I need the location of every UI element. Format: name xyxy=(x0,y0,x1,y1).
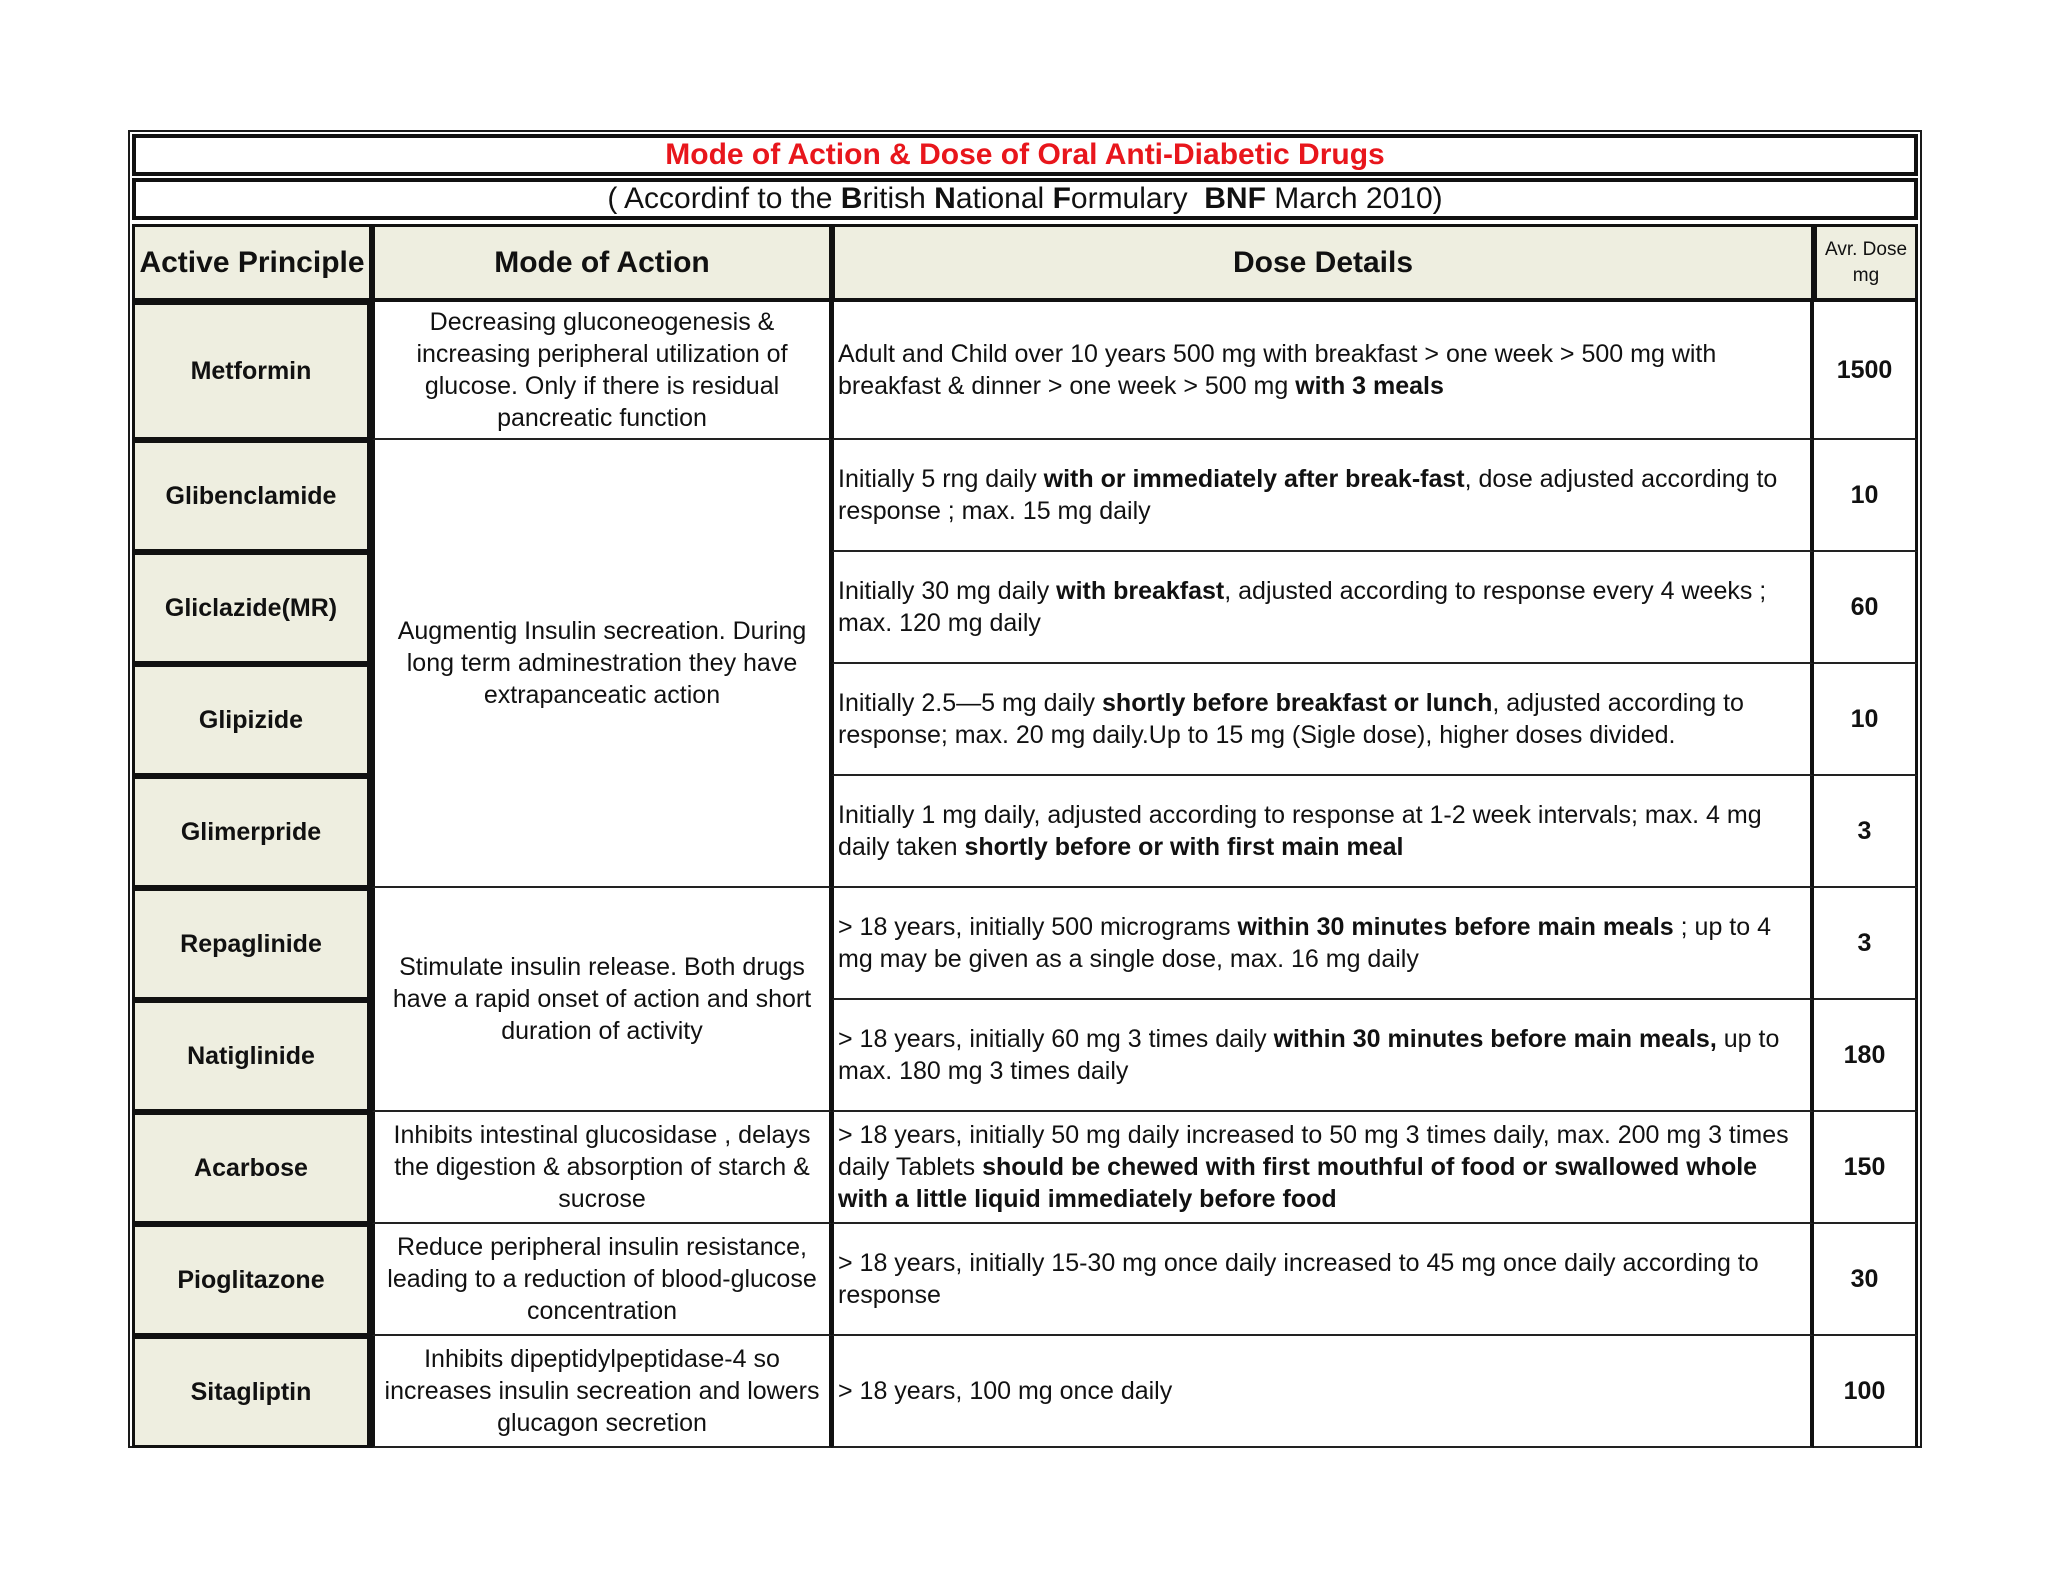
subtitle-bold: BNF xyxy=(1204,182,1266,215)
dose-text: Initially 2.5—5 mg daily xyxy=(838,689,1103,717)
header-dose-details: Dose Details xyxy=(832,224,1814,302)
table-row xyxy=(132,440,1918,552)
dose-text: up to max. 180 mg 3 times daily xyxy=(838,1025,1780,1085)
dose-text: , adjusted according to response every 4 weeks ; max. 120 mg daily xyxy=(838,577,1767,637)
header-avr-dose: Avr. Dose mg xyxy=(1814,224,1918,302)
avr-dose: 3 xyxy=(1814,776,1918,888)
dose-emphasis: with 3 meals xyxy=(1295,372,1444,400)
avr-dose: 150 xyxy=(1814,1112,1918,1224)
dose-emphasis: shortly before breakfast or lunch xyxy=(1102,689,1493,717)
mode-of-action: Reduce peripheral insulin resistance, leading to a reduction of blood-glucose concentration xyxy=(372,1224,832,1336)
avr-dose: 100 xyxy=(1814,1336,1918,1448)
avr-dose: 1500 xyxy=(1814,302,1918,440)
dose-details xyxy=(832,1112,1814,1224)
dose-text: Initially 1 mg daily, adjusted according to response at 1-2 week intervals; max. 4 mg daily taken xyxy=(838,801,1762,861)
header-active-principle: Active Principle xyxy=(132,224,372,302)
subtitle-text: March 2010) xyxy=(1265,182,1443,215)
table-row xyxy=(132,888,1918,1000)
header-mode-of-action: Mode of Action xyxy=(372,224,832,302)
drug-name: Glimerpride xyxy=(132,776,372,888)
drug-name: Sitagliptin xyxy=(132,1336,372,1448)
table-row xyxy=(132,302,1918,440)
subtitle-bold: B xyxy=(840,182,863,215)
avr-dose: 10 xyxy=(1814,664,1918,776)
dose-details xyxy=(832,776,1814,888)
dose-emphasis: with breakfast xyxy=(1056,577,1225,605)
dose-text: > 18 years, 100 mg once daily xyxy=(838,1377,1173,1405)
dose-details xyxy=(832,552,1814,664)
subtitle-text: ormulary xyxy=(1070,182,1205,215)
drug-name: Pioglitazone xyxy=(132,1224,372,1336)
drug-name: Metformin xyxy=(132,302,372,440)
avr-dose: 3 xyxy=(1814,888,1918,1000)
avr-dose: 180 xyxy=(1814,1000,1918,1112)
table-row xyxy=(132,1112,1918,1224)
dose-emphasis: with or immediately after break-fast xyxy=(1043,465,1465,493)
drug-table-document xyxy=(128,130,1922,1448)
mode-of-action: Inhibits intestinal glucosidase , delays the digestion & absorption of starch & sucrose xyxy=(372,1112,832,1224)
subtitle-text: ational xyxy=(955,182,1053,215)
subtitle-bold: F xyxy=(1052,182,1071,215)
dose-details xyxy=(832,440,1814,552)
dose-details xyxy=(832,664,1814,776)
drug-name: Natiglinide xyxy=(132,1000,372,1112)
mode-of-action: Decreasing gluconeogenesis & increasing peripheral utilization of glucose. Only if there is residual pancreatic function xyxy=(372,302,832,440)
mode-of-action: Stimulate insulin release. Both drugs have a rapid onset of action and short duration of activity xyxy=(372,888,832,1112)
dose-details xyxy=(832,1000,1814,1112)
drug-name: Glipizide xyxy=(132,664,372,776)
header-row xyxy=(132,224,1918,302)
table-row xyxy=(132,1336,1918,1448)
mode-of-action: Inhibits dipeptidylpeptidase-4 so increases insulin secreation and lowers glucagon secretion xyxy=(372,1336,832,1448)
dose-text: Initially 5 rng daily xyxy=(838,465,1044,493)
table-title xyxy=(132,134,1918,176)
avr-dose: 10 xyxy=(1814,440,1918,552)
drug-name: Gliclazide(MR) xyxy=(132,552,372,664)
dose-text: > 18 years, initially 15-30 mg once daily increased to 45 mg once daily according to response xyxy=(838,1249,1759,1309)
dose-details xyxy=(832,1336,1814,1448)
dose-text: Adult and Child over 10 years 500 mg with breakfast > one week > 500 mg with breakfast & dinner > one week > 500 mg xyxy=(838,340,1717,400)
drug-name: Repaglinide xyxy=(132,888,372,1000)
dose-text: ; up to 4 mg may be given as a single dose, max. 16 mg daily xyxy=(838,913,1771,973)
dose-text: , adjusted according to response; max. 20 mg daily.Up to 15 mg (Sigle dose), higher doses divided. xyxy=(838,689,1744,749)
avr-dose: 30 xyxy=(1814,1224,1918,1336)
dose-emphasis: within 30 minutes before main meals xyxy=(1237,913,1674,941)
dose-details xyxy=(832,888,1814,1000)
subtitle-text: ritish xyxy=(862,182,935,215)
subtitle-text: ( Accordinf to the xyxy=(607,182,841,215)
table-row xyxy=(132,1224,1918,1336)
dose-text: Initially 30 mg daily xyxy=(838,577,1057,605)
dose-text: > 18 years, initially 500 micrograms xyxy=(838,913,1238,941)
table-subtitle xyxy=(132,178,1918,220)
subtitle-bold: N xyxy=(934,182,956,215)
dose-text: , dose adjusted according to response ; max. 15 mg daily xyxy=(838,465,1778,525)
dose-text: > 18 years, initially 60 mg 3 times daily xyxy=(838,1025,1274,1053)
drug-name: Glibenclamide xyxy=(132,440,372,552)
dose-details xyxy=(832,1224,1814,1336)
dose-text: > 18 years, initially 50 mg daily increased to 50 mg 3 times daily, max. 200 mg 3 times daily Tablets xyxy=(838,1121,1789,1181)
title-text: Mode of Action & Dose of Oral Anti-Diabetic Drugs xyxy=(665,138,1385,171)
dose-emphasis: within 30 minutes before main meals, xyxy=(1273,1025,1717,1053)
dose-emphasis: should be chewed with first mouthful of food or swallowed whole with a little liquid immediately before food xyxy=(838,1153,1758,1213)
drug-name: Acarbose xyxy=(132,1112,372,1224)
avr-dose: 60 xyxy=(1814,552,1918,664)
drug-table xyxy=(132,224,1918,1448)
dose-emphasis: shortly before or with first main meal xyxy=(964,833,1404,861)
mode-of-action: Augmentig Insulin secreation. During long term adminestration they have extrapanceatic action xyxy=(372,440,832,888)
dose-details xyxy=(832,302,1814,440)
